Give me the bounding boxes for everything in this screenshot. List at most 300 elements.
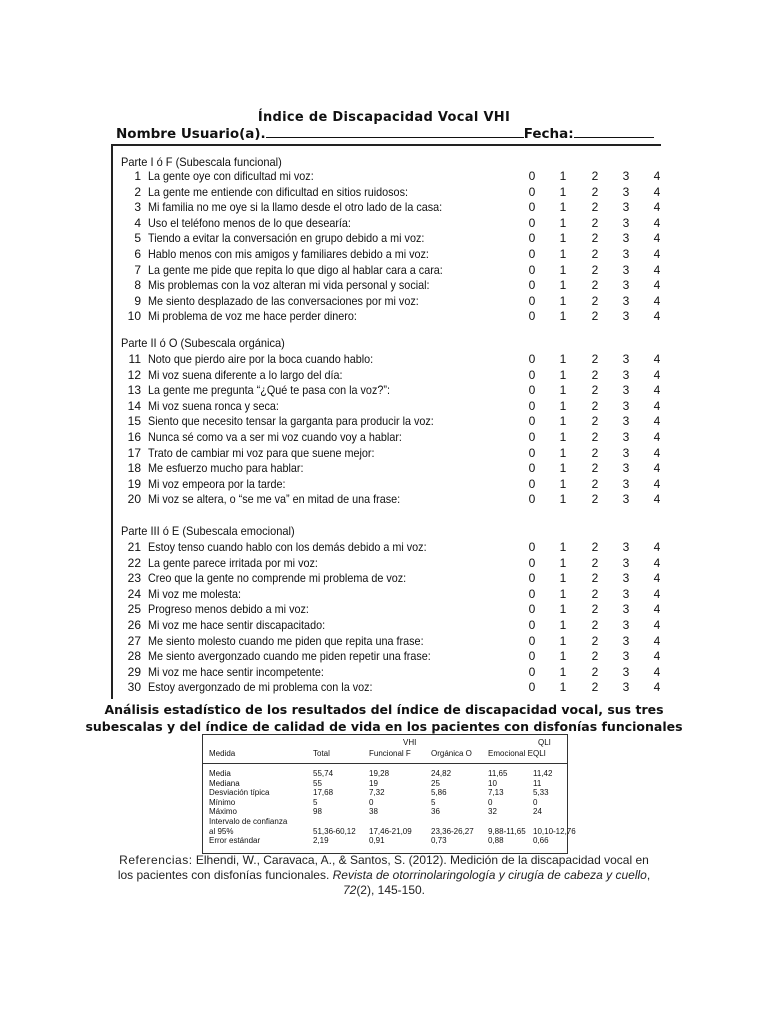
score-option-1[interactable]: 1 [559, 247, 567, 261]
question-row [113, 540, 661, 555]
stat-value: 17,68 [313, 788, 334, 798]
question-row [113, 200, 661, 215]
stat-value: 10 [488, 778, 497, 788]
analysis-line-1: Análisis estadístico de los resultados del índice de discapacidad vocal, sus tres [104, 702, 664, 717]
score-option-4[interactable]: 4 [653, 383, 661, 398]
question-text: Mi familia no me oye si la llamo desde el otro lado de la casa: [148, 200, 443, 215]
stat-value: 19,28 [369, 769, 390, 778]
score-option-4[interactable]: 4 [653, 169, 661, 183]
score-option-4[interactable]: 4 [653, 476, 661, 491]
stat-value: 11 [533, 778, 542, 788]
question-text: Siento que necesito tensar la garganta para producir la voz: [148, 414, 434, 429]
score-option-2[interactable]: 2 [591, 430, 599, 444]
question-text: Uso el teléfono menos de lo que desearía: [148, 215, 351, 230]
stat-value: 24,82 [431, 769, 452, 778]
score-option-2[interactable]: 2 [591, 398, 599, 413]
stat-value: 17,46-21,09 [369, 826, 412, 836]
question-number: 6 [134, 247, 141, 261]
question-text: Estoy tenso cuando hablo con los demás debido a mi voz: [148, 540, 427, 554]
score-option-0[interactable]: 0 [528, 231, 536, 246]
score-option-3[interactable]: 3 [622, 649, 630, 664]
score-option-3[interactable]: 3 [622, 430, 630, 444]
question-number: 11 [128, 352, 141, 366]
score-option-0[interactable]: 0 [528, 571, 536, 586]
question-row [113, 309, 661, 324]
score-option-2[interactable]: 2 [591, 231, 599, 246]
question-text: La gente me entiende con dificultad en sitios ruidosos: [148, 184, 408, 199]
question-row [113, 185, 661, 200]
references [110, 853, 658, 898]
score-option-3[interactable]: 3 [622, 367, 630, 382]
score-option-0[interactable]: 0 [528, 664, 536, 679]
question-number: 9 [134, 293, 141, 308]
question-number: 18 [127, 461, 141, 476]
question-number: 16 [127, 430, 141, 444]
score-option-2[interactable]: 2 [591, 445, 599, 460]
question-number: 21 [127, 540, 141, 554]
score-option-1[interactable]: 1 [559, 278, 567, 293]
question-number: 29 [127, 664, 141, 679]
score-option-2[interactable]: 2 [591, 571, 599, 586]
column-header: Emocional E [488, 749, 533, 758]
score-option-0[interactable]: 0 [528, 367, 536, 382]
score-option-1[interactable]: 1 [559, 184, 567, 199]
stat-value: 7,13 [488, 788, 504, 798]
header-rule [203, 763, 567, 764]
score-option-0[interactable]: 0 [528, 540, 536, 554]
score-option-4[interactable]: 4 [653, 555, 661, 570]
question-text: La gente me pregunta “¿Qué te pasa con la voz?”: [148, 383, 390, 398]
score-option-1[interactable]: 1 [559, 445, 567, 460]
score-option-1[interactable]: 1 [559, 618, 567, 632]
score-option-0[interactable]: 0 [528, 383, 536, 398]
question-row [113, 446, 661, 461]
score-option-2[interactable]: 2 [591, 476, 599, 491]
statistics-table [202, 734, 576, 854]
questionnaire-box [111, 144, 661, 699]
score-option-2[interactable]: 2 [591, 278, 599, 293]
stat-value: 5 [431, 797, 436, 807]
stat-value: 9,88-11,65 [488, 826, 526, 836]
score-option-2[interactable]: 2 [591, 262, 599, 277]
question-text: La gente me pide que repita lo que digo al hablar cara a cara: [148, 262, 443, 277]
score-option-2[interactable]: 2 [591, 618, 599, 632]
question-text: La gente parece irritada por mi voz: [148, 555, 318, 570]
row-label: Mediana [209, 778, 240, 788]
score-option-4[interactable]: 4 [653, 461, 661, 476]
references-sep: , [646, 868, 651, 882]
question-number: 3 [134, 200, 141, 215]
score-option-1[interactable]: 1 [559, 664, 567, 679]
score-option-0[interactable]: 0 [528, 278, 536, 293]
question-text: Trato de cambiar mi voz para que suene mejor: [148, 445, 375, 460]
question-number: 17 [127, 445, 141, 460]
question-row [113, 352, 661, 367]
question-row [113, 216, 661, 231]
section-title: Parte II ó O (Subescala orgánica) [121, 336, 285, 350]
score-option-2[interactable]: 2 [591, 680, 599, 695]
column-header: Orgánica O [431, 749, 472, 758]
question-row [113, 294, 661, 309]
row-label: Desviación típica [209, 788, 270, 798]
question-row [113, 368, 661, 383]
score-option-1[interactable]: 1 [559, 602, 567, 617]
score-option-3[interactable]: 3 [622, 414, 630, 429]
score-option-1[interactable]: 1 [559, 492, 567, 507]
row-label: Intervalo de confianza [209, 817, 288, 826]
column-header: QLI [533, 749, 546, 758]
score-option-3[interactable]: 3 [622, 618, 630, 632]
score-option-4[interactable]: 4 [653, 586, 661, 601]
question-row [113, 231, 661, 246]
score-option-3[interactable]: 3 [622, 278, 630, 293]
question-row [113, 414, 661, 429]
question-row [113, 492, 661, 507]
row-label: Media [209, 769, 231, 778]
question-text: Mi voz suena ronca y seca: [148, 398, 279, 413]
score-option-0[interactable]: 0 [528, 618, 536, 632]
question-text: Mi voz empeora por la tarde: [148, 476, 286, 491]
score-option-2[interactable]: 2 [591, 633, 599, 648]
score-option-2[interactable]: 2 [591, 602, 599, 617]
score-option-2[interactable]: 2 [591, 184, 599, 199]
score-option-2[interactable]: 2 [591, 649, 599, 664]
score-option-4[interactable]: 4 [653, 445, 661, 460]
stat-value: 55,74 [313, 769, 334, 778]
score-option-2[interactable]: 2 [591, 293, 599, 308]
question-row [113, 602, 661, 617]
question-row [113, 461, 661, 476]
score-option-1[interactable]: 1 [559, 571, 567, 586]
question-number: 7 [134, 262, 141, 277]
user-label: Nombre Usuario(a). [116, 126, 266, 142]
score-option-4[interactable]: 4 [653, 215, 661, 230]
question-text: Progreso menos debido a mi voz: [148, 602, 309, 617]
question-number: 8 [134, 278, 141, 293]
score-option-4[interactable]: 4 [653, 430, 661, 444]
vhi-group-header: VHI [403, 738, 417, 747]
score-option-1[interactable]: 1 [559, 414, 567, 429]
score-option-3[interactable]: 3 [622, 664, 630, 679]
date-label: Fecha: [523, 126, 574, 142]
analysis-line-2: subescalas y del índice de calidad de vida en los pacientes con disfonías funcionales [85, 719, 683, 734]
question-number: 2 [134, 184, 141, 199]
question-number: 10 [127, 309, 141, 324]
score-option-0[interactable]: 0 [528, 352, 536, 366]
question-row [113, 399, 661, 414]
score-option-3[interactable]: 3 [622, 476, 630, 491]
question-row [113, 634, 661, 649]
stat-value: 19 [369, 778, 378, 788]
stat-value: 38 [369, 807, 378, 817]
references-pages: (2), 145-150. [356, 883, 426, 897]
score-option-0[interactable]: 0 [528, 169, 536, 183]
score-option-3[interactable]: 3 [622, 169, 630, 183]
score-option-0[interactable]: 0 [528, 309, 536, 324]
score-option-0[interactable]: 0 [528, 555, 536, 570]
question-text: Me siento avergonzado cuando me piden repetir una frase: [148, 649, 431, 664]
score-option-1[interactable]: 1 [559, 430, 567, 444]
score-option-1[interactable]: 1 [559, 680, 567, 695]
question-text: Mis problemas con la voz alteran mi vida personal y social: [148, 278, 430, 293]
score-option-2[interactable]: 2 [591, 367, 599, 382]
score-option-2[interactable]: 2 [591, 309, 599, 324]
score-option-4[interactable]: 4 [653, 571, 661, 586]
question-number: 26 [127, 618, 141, 632]
score-option-2[interactable]: 2 [591, 215, 599, 230]
score-option-1[interactable]: 1 [559, 293, 567, 308]
score-option-3[interactable]: 3 [622, 445, 630, 460]
score-option-1[interactable]: 1 [559, 461, 567, 476]
question-number: 12 [127, 367, 141, 382]
score-option-4[interactable]: 4 [653, 492, 661, 507]
score-option-0[interactable]: 0 [528, 445, 536, 460]
question-row [113, 680, 661, 695]
stat-value: 5,86 [431, 788, 447, 798]
score-option-3[interactable]: 3 [622, 383, 630, 398]
stat-value: 0 [488, 797, 493, 807]
stat-value: 55 [313, 778, 322, 788]
question-text: Me esfuerzo mucho para hablar: [148, 461, 304, 476]
score-option-1[interactable]: 1 [559, 367, 567, 382]
question-number: 13 [127, 383, 141, 398]
stat-value: 11,42 [533, 769, 553, 778]
stat-value: 51,36-60,12 [313, 826, 356, 836]
references-authors: Elhendi, W., Caravaca, A., & Santos, S. (2012). Medición de la discapacidad vocal en los pacientes con disfonías funcionales. [117, 853, 649, 882]
user-header-line [116, 126, 654, 142]
score-option-0[interactable]: 0 [528, 215, 536, 230]
score-option-1[interactable]: 1 [559, 383, 567, 398]
question-text: Creo que la gente no comprende mi problema de voz: [148, 571, 407, 586]
score-option-3[interactable]: 3 [622, 247, 630, 261]
score-option-4[interactable]: 4 [653, 680, 661, 695]
question-text: Mi voz suena diferente a lo largo del día: [148, 367, 343, 382]
stat-value: 11,65 [488, 769, 508, 778]
section-title: Parte III ó E (Subescala emocional) [121, 524, 295, 538]
row-label: Error estándar [209, 836, 261, 846]
question-number: 30 [127, 680, 141, 695]
row-label: Máximo [209, 807, 238, 817]
score-option-1[interactable]: 1 [559, 633, 567, 648]
score-option-0[interactable]: 0 [528, 649, 536, 664]
row-label: Mínimo [209, 797, 236, 807]
score-option-4[interactable]: 4 [653, 540, 661, 554]
score-option-0[interactable]: 0 [528, 461, 536, 476]
score-option-0[interactable]: 0 [528, 492, 536, 507]
question-row [113, 587, 661, 602]
score-option-4[interactable]: 4 [653, 618, 661, 632]
question-number: 14 [127, 398, 141, 413]
question-number: 27 [127, 633, 141, 648]
score-option-1[interactable]: 1 [559, 231, 567, 246]
score-option-1[interactable]: 1 [559, 540, 567, 554]
score-option-3[interactable]: 3 [622, 293, 630, 308]
question-number: 23 [127, 571, 141, 586]
row-label: al 95% [209, 826, 234, 836]
question-row [113, 665, 661, 680]
question-row [113, 477, 661, 492]
question-row [113, 430, 661, 445]
score-option-3[interactable]: 3 [622, 184, 630, 199]
score-option-3[interactable]: 3 [622, 461, 630, 476]
score-option-1[interactable]: 1 [559, 586, 567, 601]
score-option-4[interactable]: 4 [653, 633, 661, 648]
question-row [113, 571, 661, 586]
score-option-3[interactable]: 3 [622, 200, 630, 215]
score-option-1[interactable]: 1 [559, 649, 567, 664]
question-number: 22 [127, 555, 141, 570]
question-row [113, 556, 661, 571]
score-option-4[interactable]: 4 [653, 278, 661, 293]
score-option-3[interactable]: 3 [622, 352, 630, 366]
score-option-0[interactable]: 0 [528, 414, 536, 429]
question-text: Mi voz se altera, o “se me va” en mitad de una frase: [148, 492, 401, 507]
question-row [113, 383, 661, 398]
score-option-0[interactable]: 0 [528, 586, 536, 601]
score-option-2[interactable]: 2 [591, 492, 599, 507]
score-option-3[interactable]: 3 [622, 633, 630, 648]
score-option-4[interactable]: 4 [653, 247, 661, 261]
stat-value: 36 [431, 807, 440, 817]
score-option-4[interactable]: 4 [653, 309, 661, 324]
score-option-1[interactable]: 1 [559, 398, 567, 413]
column-header: Funcional F [369, 749, 411, 758]
question-text: Tiendo a evitar la conversación en grupo debido a mi voz: [148, 231, 425, 246]
question-text: Me siento molesto cuando me piden que repita una frase: [148, 633, 424, 648]
stat-value: 2,19 [313, 836, 329, 846]
score-option-3[interactable]: 3 [622, 262, 630, 277]
score-option-0[interactable]: 0 [528, 398, 536, 413]
score-option-4[interactable]: 4 [653, 262, 661, 277]
question-number: 5 [134, 231, 141, 246]
score-option-4[interactable]: 4 [653, 602, 661, 617]
score-option-0[interactable]: 0 [528, 184, 536, 199]
score-option-4[interactable]: 4 [653, 664, 661, 679]
score-option-0[interactable]: 0 [528, 247, 536, 261]
score-option-2[interactable]: 2 [591, 555, 599, 570]
stat-value: 32 [488, 807, 497, 817]
score-option-1[interactable]: 1 [559, 262, 567, 277]
qli-group-header: QLI [538, 738, 551, 747]
date-blank[interactable] [574, 126, 654, 138]
score-option-4[interactable]: 4 [653, 200, 661, 215]
score-option-4[interactable]: 4 [653, 231, 661, 246]
score-option-1[interactable]: 1 [559, 200, 567, 215]
score-option-4[interactable]: 4 [653, 184, 661, 199]
score-option-0[interactable]: 0 [528, 430, 536, 444]
score-option-2[interactable]: 2 [591, 169, 599, 183]
stat-value: 25 [431, 778, 440, 788]
score-option-3[interactable]: 3 [622, 571, 630, 586]
score-option-4[interactable]: 4 [653, 367, 661, 382]
stat-value: 0,88 [488, 836, 504, 846]
score-option-0[interactable]: 0 [528, 476, 536, 491]
score-option-0[interactable]: 0 [528, 680, 536, 695]
score-option-0[interactable]: 0 [528, 200, 536, 215]
question-number: 15 [127, 414, 141, 429]
references-label: Referencias: [119, 853, 193, 867]
score-option-1[interactable]: 1 [559, 215, 567, 230]
score-option-3[interactable]: 3 [622, 309, 630, 324]
stat-value: 0,73 [431, 836, 447, 846]
score-option-2[interactable]: 2 [591, 414, 599, 429]
score-option-2[interactable]: 2 [591, 664, 599, 679]
question-text: La gente oye con dificultad mi voz: [148, 169, 314, 183]
form-title: Índice de Discapacidad Vocal VHI [257, 110, 511, 125]
column-header: Total [313, 749, 330, 758]
score-option-0[interactable]: 0 [528, 293, 536, 308]
question-row [113, 618, 661, 633]
score-option-3[interactable]: 3 [622, 586, 630, 601]
score-option-3[interactable]: 3 [622, 555, 630, 570]
score-option-1[interactable]: 1 [559, 555, 567, 570]
score-option-2[interactable]: 2 [591, 540, 599, 554]
score-option-4[interactable]: 4 [653, 398, 661, 413]
stat-value: 5,33 [533, 788, 549, 798]
score-option-1[interactable]: 1 [559, 476, 567, 491]
score-option-0[interactable]: 0 [528, 262, 536, 277]
references-volume: 72 [342, 883, 357, 897]
question-row [113, 263, 661, 278]
score-option-3[interactable]: 3 [622, 492, 630, 507]
question-text: Me siento desplazado de las conversaciones por mi voz: [148, 293, 419, 308]
question-number: 19 [127, 476, 141, 491]
question-text: Mi voz me hace sentir discapacitado: [148, 618, 326, 632]
stat-value: 7,32 [369, 788, 385, 798]
references-journal: Revista de otorrinolaringología y cirugía de cabeza y cuello [332, 868, 647, 882]
question-number: 24 [127, 586, 141, 601]
score-option-4[interactable]: 4 [653, 414, 661, 429]
score-option-4[interactable]: 4 [653, 649, 661, 664]
score-option-2[interactable]: 2 [591, 461, 599, 476]
score-option-4[interactable]: 4 [653, 352, 661, 366]
score-option-0[interactable]: 0 [528, 633, 536, 648]
score-option-1[interactable]: 1 [559, 352, 567, 366]
question-text: Estoy avergonzado de mi problema con la voz: [148, 680, 373, 695]
stat-value: 0 [369, 797, 374, 807]
user-name-blank[interactable] [266, 126, 524, 138]
question-text: Hablo menos con mis amigos y familiares debido a mi voz: [148, 247, 429, 261]
stat-value: 10,10-12,76 [533, 826, 576, 836]
score-option-1[interactable]: 1 [559, 309, 567, 324]
score-option-2[interactable]: 2 [591, 200, 599, 215]
score-option-3[interactable]: 3 [622, 680, 630, 695]
score-option-1[interactable]: 1 [559, 169, 567, 183]
question-number: 20 [127, 492, 141, 507]
score-option-2[interactable]: 2 [591, 586, 599, 601]
stat-value: 24 [533, 807, 542, 817]
analysis-caption [0, 701, 768, 735]
question-row [113, 247, 661, 262]
score-option-2[interactable]: 2 [591, 247, 599, 261]
stat-value: 23,36-26,27 [431, 826, 474, 836]
question-text: Nunca sé como va a ser mi voz cuando voy a hablar: [148, 430, 402, 444]
score-option-3[interactable]: 3 [622, 540, 630, 554]
score-option-2[interactable]: 2 [591, 352, 599, 366]
question-text: Mi voz me hace sentir incompetente: [148, 664, 324, 679]
question-number: 4 [134, 215, 141, 230]
score-option-3[interactable]: 3 [622, 602, 630, 617]
question-row [113, 649, 661, 664]
question-text: Noto que pierdo aire por la boca cuando hablo: [148, 352, 374, 366]
score-option-3[interactable]: 3 [622, 398, 630, 413]
score-option-0[interactable]: 0 [528, 602, 536, 617]
question-text: Mi voz me molesta: [148, 586, 242, 601]
score-option-3[interactable]: 3 [622, 231, 630, 246]
score-option-4[interactable]: 4 [653, 293, 661, 308]
score-option-3[interactable]: 3 [622, 215, 630, 230]
score-option-2[interactable]: 2 [591, 383, 599, 398]
